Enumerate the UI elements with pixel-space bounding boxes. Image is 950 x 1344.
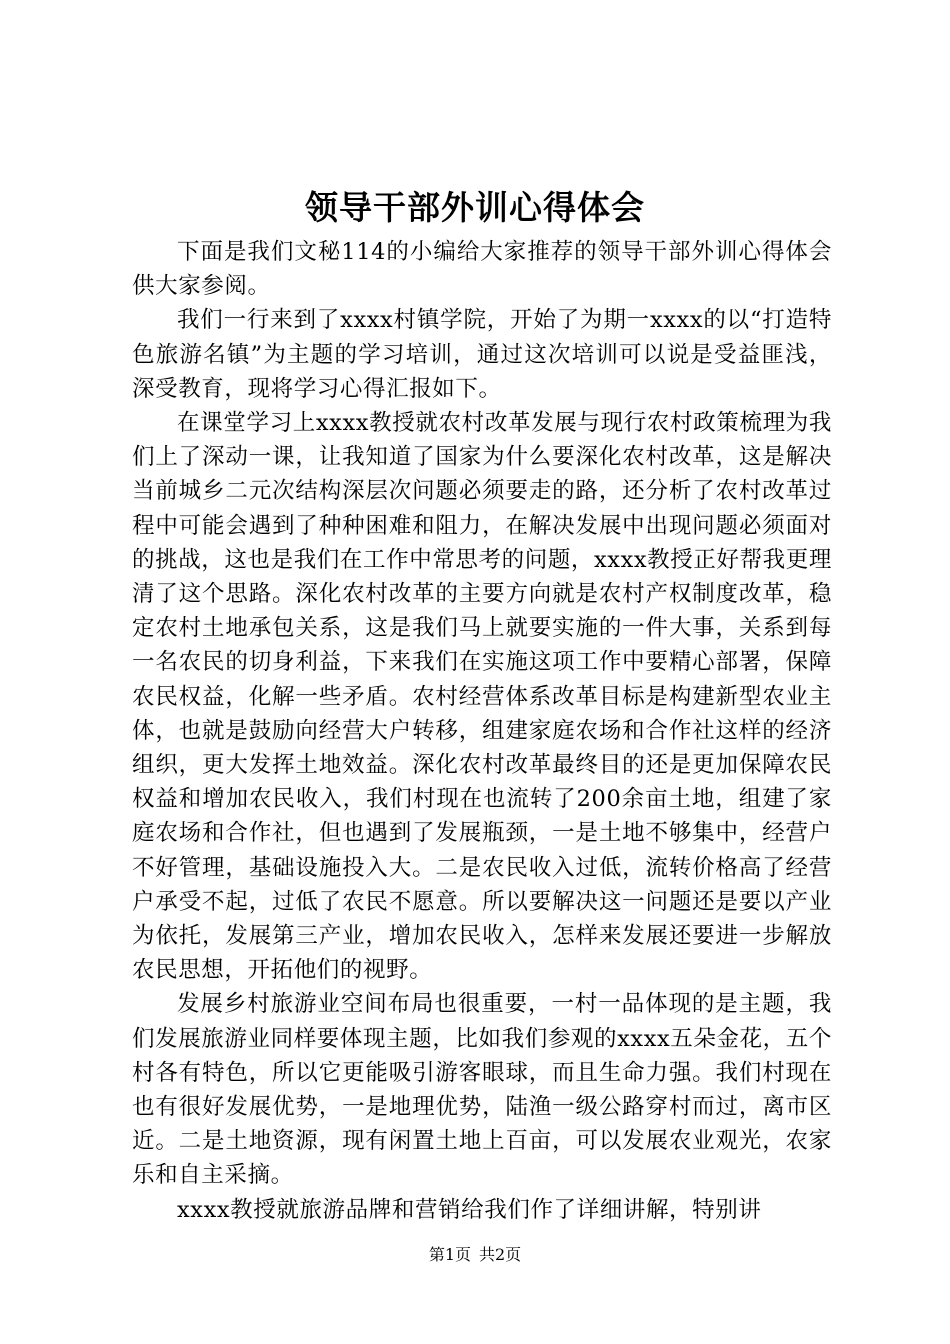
paragraph-training-overview: 我们一行来到了xxxx村镇学院，开始了为期一xxxx的以“打造特色旅游名镇”为主题的学习培训，通过这次培训可以说是受益匪浅，深受教育，现将学习心得汇报如下。 [132, 307, 832, 402]
page-footer [0, 1243, 950, 1267]
paragraph-rural-reform: 在课堂学习上xxxx教授就农村改革发展与现行农村政策梳理为我们上了深动一课，让我知道了国家为什么要深化农村改革，这是解决当前城乡二元次结构深层次问题必须要走的路，还分析了农村改革过程中可能会遇到了种种困难和阻力，在解决发展中出现问题必须面对的挑战，这也是我们在工作中常思考的问题，xxxx教授正好帮我更理清了这个思路。深化农村改革的主要方向就是农村产权制度改革，稳定农村土地承包关系，这是我们马上就要实施的一件大事，关系到每一名农民的切身利益，下来我们在实施这项工作中要精心部署，保障农民权益，化解一些矛盾。农村经营体系改革目标是构建新型农业主体，也就是鼓励向经营大户转移，组建家庭农场和合作社这样的经济组织，更大发挥土地效益。深化农村改革最终目的还是更加保障农民权益和增加农民收入，我们村现在也流转了200余亩土地，组建了家庭农场和合作社，但也遇到了发展瓶颈，一是土地不够集中，经营户不好管理，基础设施投入大。二是农民收入过低，流转价格高了经营户承受不起，过低了农民不愿意。所以要解决这一问题还是要以产业为依托，发展第三产业，增加农民收入，怎样来发展还要进一步解放农民思想，开拓他们的视野。 [132, 410, 832, 984]
page-number: 第1页 [428, 1245, 471, 1264]
paragraph-rural-tourism: 发展乡村旅游业空间布局也很重要，一村一品体现的是主题，我们发展旅游业同样要体现主题，比如我们参观的xxxx五朵金花，五个村各有特色，所以它更能吸引游客眼球，而且生命力强。我们村现在也有很好发展优势，一是地理优势，陆渔一级公路穿村而过，离市区近。二是土地资源，现有闲置土地上百亩，可以发展农业观光，农家乐和自主采摘。 [132, 991, 832, 1189]
document-body [132, 235, 832, 1227]
document-title: 领导干部外训心得体会 [305, 188, 645, 227]
paragraph-tourism-branding: xxxx教授就旅游品牌和营销给我们作了详细讲解，特别讲 [177, 1196, 762, 1223]
page-total: 共2页 [479, 1245, 522, 1264]
paragraph-intro: 下面是我们文秘114的小编给大家推荐的领导干部外训心得体会供大家参阅。 [132, 239, 832, 300]
